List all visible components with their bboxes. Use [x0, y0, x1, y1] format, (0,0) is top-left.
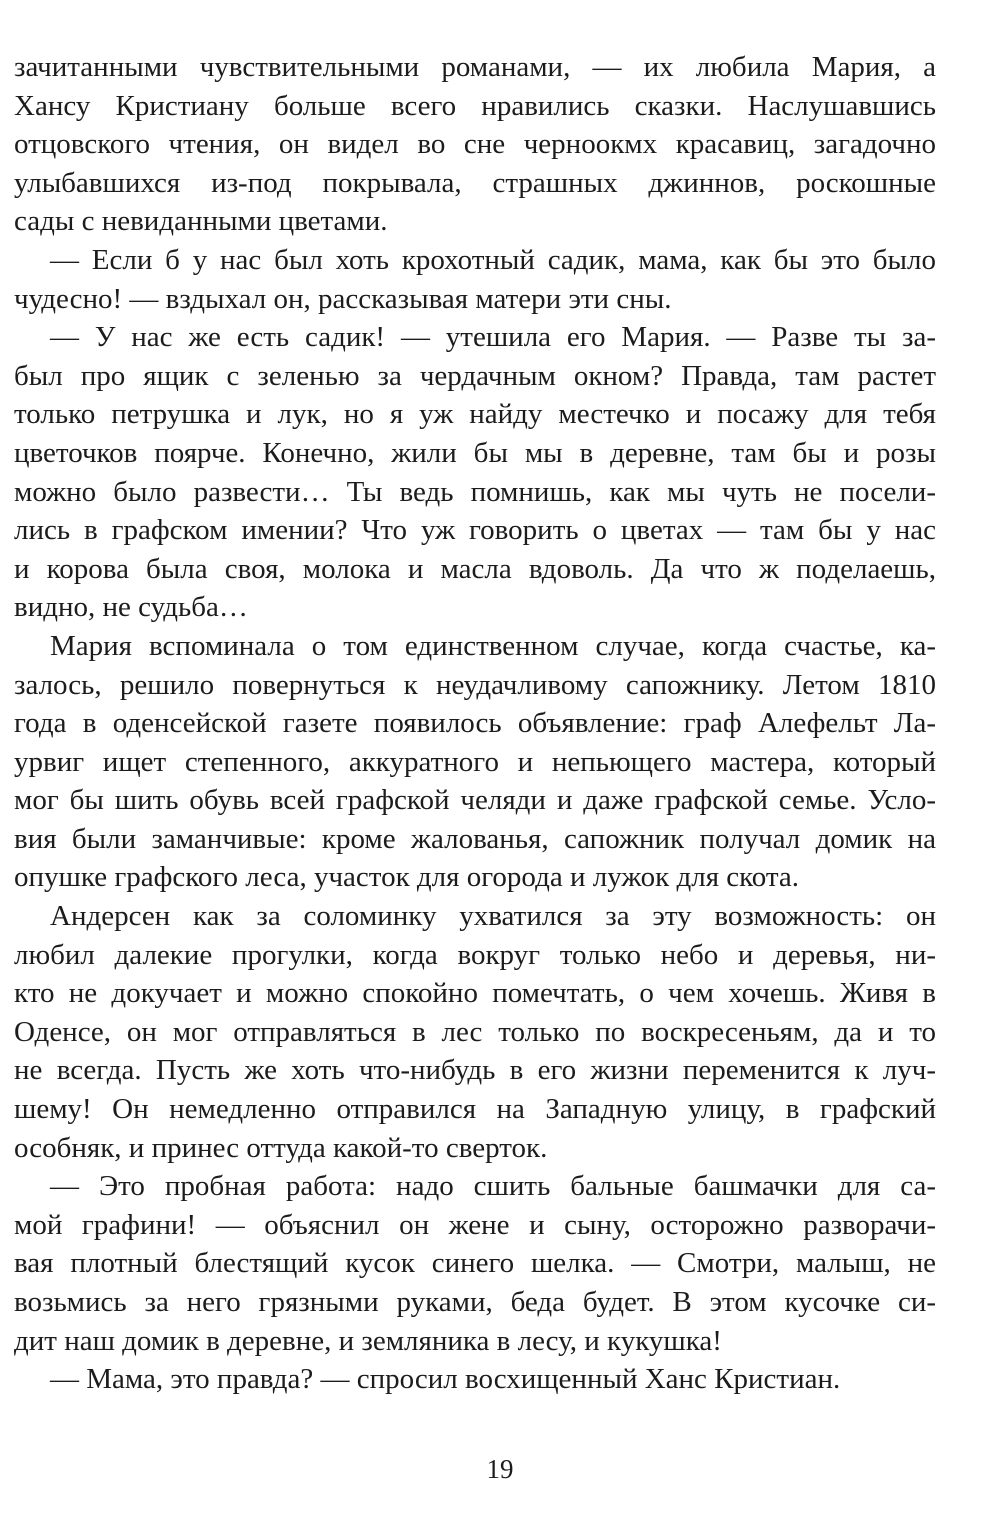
text-line: урвиг ищет степенного, аккуратного и непьющего мастера, который [14, 745, 936, 778]
text-line: — Если б у нас был хоть крохотный садик, мама, как бы это было [50, 243, 936, 276]
text-line: зачитанными чувствительными романами, — их любила Мария, а [14, 51, 936, 83]
text-line: года в оденсейской газете появилось объявление: граф Алефельт Ла- [14, 707, 936, 740]
page-number: 19 [486, 1454, 514, 1484]
text-line: — Это пробная работа: надо сшить бальные башмачки для са- [50, 1170, 936, 1203]
text-line: особняк, и принес оттуда какой-то сверток. [14, 1131, 548, 1164]
text-line: опушке графского леса, участок для огорода и лужок для скота. [14, 861, 800, 894]
text-line: был про ящик с зеленью за чердачным окном? Правда, там растет [14, 359, 936, 392]
text-line: мог бы шить обувь всей графской челяди и даже графской семье. Усло- [14, 784, 936, 817]
text-line: можно было развести… Ты ведь помнишь, как мы чуть не посели- [14, 475, 936, 508]
text-line: вия были заманчивые: кроме жалованья, сапожник получал домик на [14, 822, 936, 855]
text-line: Андерсен как за соломинку ухватился за эту возможность: он [50, 900, 936, 933]
text-line: мой графини! — объяснил он жене и сыну, осторожно разворачи- [14, 1208, 936, 1241]
text-line: улыбавшихся из-под покрывала, страшных джиннов, роскошные [14, 166, 936, 199]
text-line: Мария вспоминала о том единственном случае, когда счастье, ка- [50, 629, 936, 662]
text-line: не всегда. Пусть же хоть что-нибудь в его жизни переменится к луч- [14, 1054, 936, 1087]
text-line: лись в графском имении? Что уж говорить о цветах — там бы у нас [14, 514, 936, 547]
text-line: отцовского чтения, он видел во сне черноокмх красавиц, загадочно [14, 128, 936, 161]
text-line: дит наш домик в деревне, и земляника в лесу, и кукушка! [14, 1324, 722, 1357]
text-line: только петрушка и лук, но я уж найду местечко и посажу для тебя [14, 398, 936, 431]
text-line: вая плотный блестящий кусок синего шелка. — Смотри, малыш, не [14, 1247, 936, 1280]
text-line: возьмись за него грязными руками, беда будет. В этом кусочке си- [14, 1286, 936, 1318]
text-line: — У нас же есть садик! — утешила его Мария. — Разве ты за- [50, 321, 936, 354]
text-column [14, 48, 936, 1399]
text-line: цветочков поярче. Конечно, жили бы мы в деревне, там бы и розы [14, 436, 936, 469]
text-line: и корова была своя, молока и масла вдоволь. Да что ж поделаешь, [14, 552, 936, 585]
text-line: сады с невиданными цветами. [14, 205, 388, 238]
text-line: — Мама, это правда? — спросил восхищенный Ханс Кристиан. [50, 1363, 841, 1396]
text-line: Хансу Кристиану больше всего нравились сказки. Наслушавшись [14, 89, 936, 122]
text-line: шему! Он немедленно отправился на Западную улицу, в графский [14, 1093, 936, 1126]
text-line: чудесно! — вздыхал он, рассказывая матери эти сны. [14, 282, 672, 315]
text-line: залось, решило повернуться к неудачливому сапожнику. Летом 1810 [14, 668, 936, 701]
text-line: Оденсе, он мог отправляться в лес только по воскресеньям, да и то [14, 1015, 936, 1048]
text-line: кто не докучает и можно спокойно помечтать, о чем хочешь. Живя в [14, 977, 936, 1010]
text-line: видно, не судьба… [14, 591, 248, 624]
text-line: любил далекие прогулки, когда вокруг только небо и деревья, ни- [14, 938, 936, 971]
